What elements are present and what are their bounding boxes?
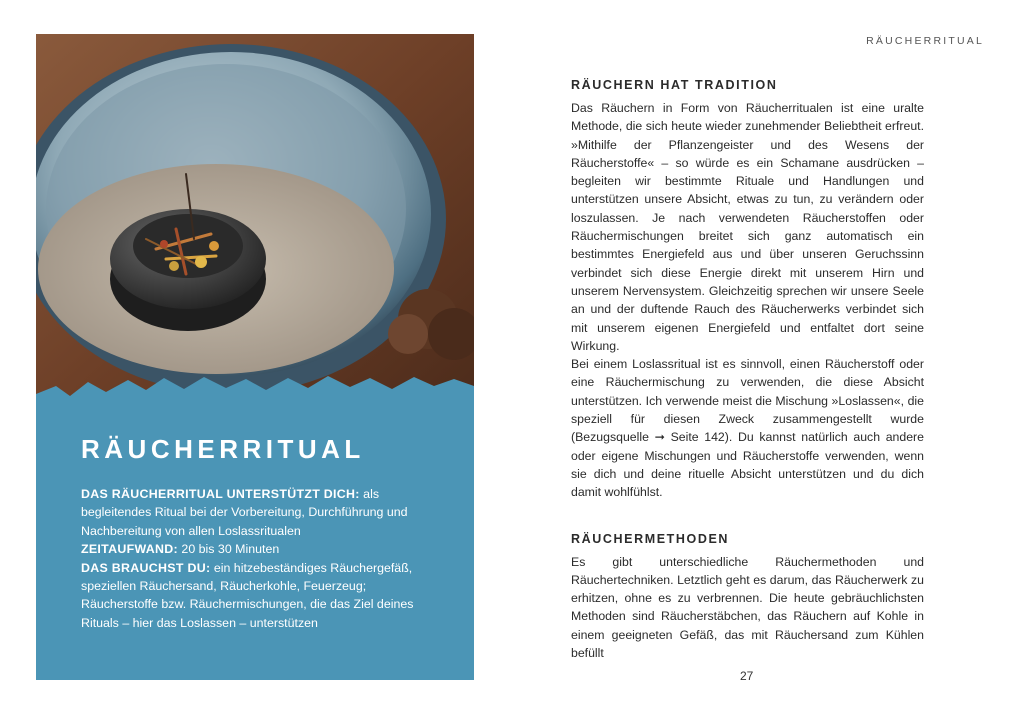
body-text-column bbox=[571, 78, 924, 662]
running-head: RÄUCHERRITUAL bbox=[866, 35, 984, 47]
duration-label: ZEITAUFWAND: bbox=[81, 542, 178, 557]
materials-label: DAS BRAUCHST DU: bbox=[81, 560, 211, 575]
section-methods bbox=[571, 532, 924, 663]
paragraph: Das Räuchern in Form von Räucherritualen ist eine uralte Methode, die sich heute wieder zunehmender Beliebtheit erfreut. »Mithilfe der Pflanzengeister und des Wesens der Räucherstoffe« – so würde es ein Schamane ausdrücken – begleiten wir bestimmte Rituale und Handlungen und unterstützen unsere Absicht, etwas zu tun, zu verändern oder loszulassen. Je nach verwendeten Räucherstoffen oder Räuchermischungen breitet sich ganz automatisch ein bestimmtes Energiefeld aus und über unseren Geruchssinn verbindet sich diese Energie direkt mit unserem Hirn und unserem Nervensystem. Gleichzeitig sprechen wir unsere Seele an und der duftende Rauch des Räucherwerks verbindet sich mit unserem eigenen Energiefeld und entfaltet dort seine Wirkung. bbox=[571, 101, 924, 353]
incense-bowl-photo bbox=[36, 34, 474, 429]
page-number: 27 bbox=[740, 669, 754, 683]
support-label: DAS RÄUCHERRITUAL UNTERSTÜTZT DICH: bbox=[81, 487, 360, 501]
materials-text: ein hitzebeständiges Räuchergefäß, speziellen Räuchersand, Räucherkohle, Feuerzeug; Räucherstoffe bzw. Räuchermischungen, die das Ziel deines Rituals – hier das Loslassen – unterstützen bbox=[81, 560, 414, 630]
ritual-details bbox=[81, 485, 437, 632]
ritual-info-card bbox=[36, 34, 474, 680]
section-heading: RÄUCHERMETHODEN bbox=[571, 531, 730, 546]
duration-text: 20 bis 30 Minuten bbox=[177, 542, 280, 557]
support-text: als begleitendes Ritual bei der Vorbereitung, Durchführung und Nachbereitung von allen Loslassritualen bbox=[81, 487, 408, 538]
paragraph: Bei einem Loslassritual ist es sinnvoll, einen Räucherstoff oder eine Räuchermischung zu verwenden, die diese Absicht unterstützen. Ich verwende meist die Mischung »Loslassen«, die speziell für diesen Zweck zusammengestellt wurde (Bezugsquelle ➞ Seite 142). Du kannst natürlich auch andere oder eigene Mischungen und Räucherstoffe verwenden, wenn sie dich und deine rituelle Absicht unterstützen und du dich damit wohlfühlst. bbox=[571, 357, 924, 500]
card-title: RÄUCHERRITUAL bbox=[81, 434, 365, 464]
support-info bbox=[81, 485, 437, 540]
paragraph: Es gibt unterschiedliche Räuchermethoden und Räuchertechniken. Letztlich geht es darum, das Räucherwerk zu erhitzen, ohne es zu verbrennen. Die heute gebräuchlichsten Methoden sind Räucherstäbchen, das Räuchern auf Kohle in einem geeigneten Gefäß, das mit Räuchersand zum Kühlen befüllt bbox=[571, 554, 924, 661]
section-heading: RÄUCHERN HAT TRADITION bbox=[571, 78, 778, 92]
duration-info bbox=[81, 540, 437, 558]
section-tradition bbox=[571, 78, 924, 502]
materials-info bbox=[81, 559, 437, 633]
